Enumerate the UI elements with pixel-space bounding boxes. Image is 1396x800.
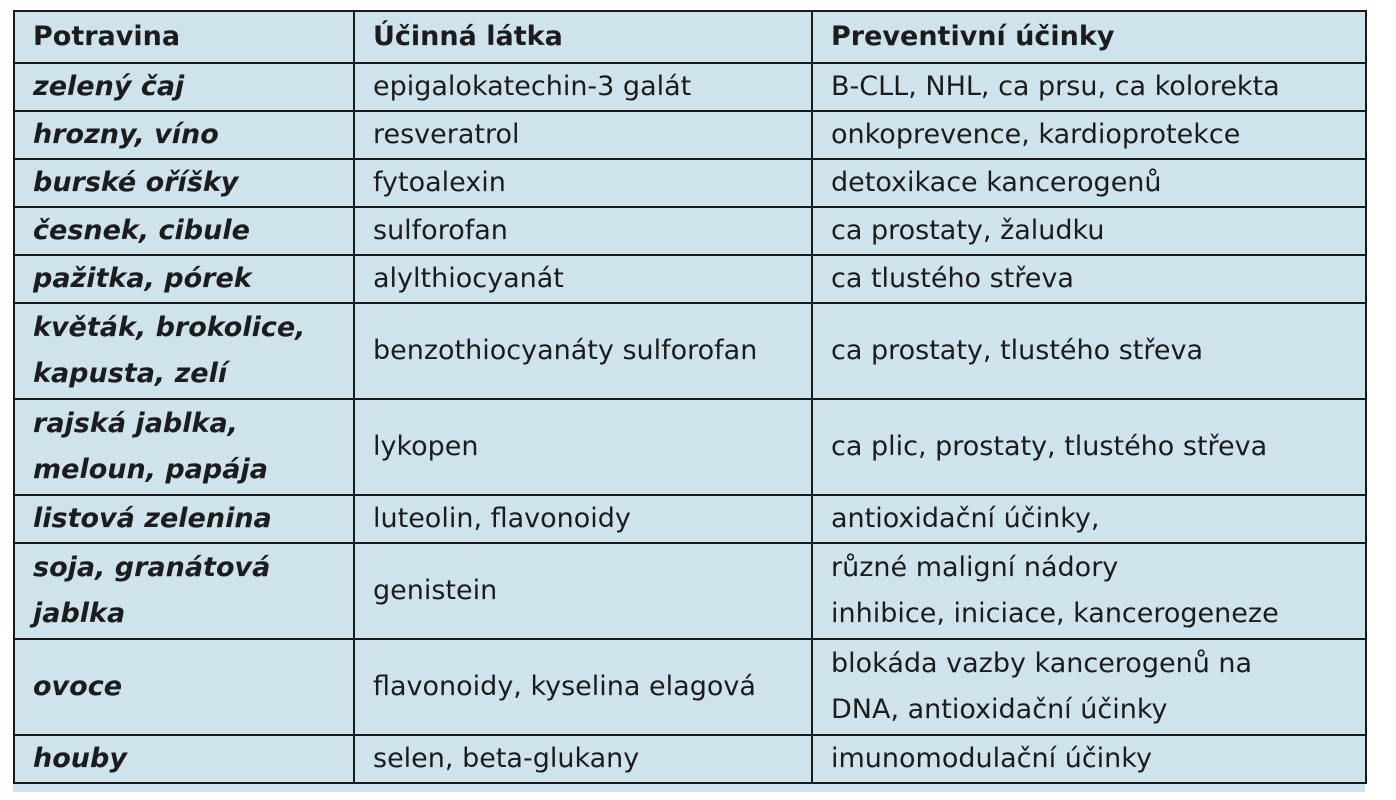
- effect-cell: [812, 543, 1366, 639]
- substance-text: alylthiocyanát: [373, 263, 564, 294]
- effect-cell: [812, 495, 1366, 543]
- food-text: pažitka, pórek: [33, 263, 252, 294]
- substance-text: lykopen: [373, 431, 479, 462]
- substance-text: epigalokatechin-3 galát: [373, 71, 692, 102]
- effect-text: B-CLL, NHL, ca prsu, ca kolorekta: [831, 71, 1280, 102]
- effect-cell: [812, 735, 1366, 783]
- effect-text: ca tlustého střeva: [831, 263, 1074, 294]
- food-cell: [14, 399, 354, 495]
- table-row: [14, 399, 1366, 495]
- header-row: [14, 11, 1366, 63]
- effect-text: inhibice, iniciace, kancerogeneze: [831, 598, 1279, 629]
- substance-text: fytoalexin: [373, 167, 506, 198]
- effect-cell: [812, 111, 1366, 159]
- substance-cell: [354, 495, 812, 543]
- food-cell: [14, 111, 354, 159]
- food-text: kapusta, zelí: [33, 358, 228, 389]
- table-row: [14, 207, 1366, 255]
- substance-text: flavonoidy, kyselina elagová: [373, 671, 756, 702]
- header-substance: Účinná látka: [354, 11, 812, 63]
- substance-cell: [354, 255, 812, 303]
- food-text: listová zelenina: [33, 503, 272, 534]
- effect-cell: [812, 303, 1366, 399]
- table-row: [14, 735, 1366, 783]
- effect-text: ca prostaty, žaludku: [831, 215, 1105, 246]
- table-container: [13, 10, 1365, 792]
- substance-text: benzothiocyanáty sulforofan: [373, 335, 758, 366]
- table-row: [14, 111, 1366, 159]
- header-food: Potravina: [14, 11, 354, 63]
- substance-cell: [354, 735, 812, 783]
- food-cell: [14, 255, 354, 303]
- effect-cell: [812, 255, 1366, 303]
- table-row: [14, 159, 1366, 207]
- effect-text: DNA, antioxidační účinky: [831, 694, 1168, 725]
- food-text: ovoce: [33, 671, 123, 702]
- effect-cell: [812, 63, 1366, 111]
- effect-text: detoxikace kancerogenů: [831, 167, 1162, 198]
- substance-cell: [354, 543, 812, 639]
- substance-text: sulforofan: [373, 215, 508, 246]
- substance-cell: [354, 207, 812, 255]
- food-cell: [14, 303, 354, 399]
- food-text: soja, granátová: [33, 552, 271, 583]
- table-row: [14, 543, 1366, 639]
- effect-cell: [812, 399, 1366, 495]
- food-cell: [14, 639, 354, 735]
- substance-text: luteolin, flavonoidy: [373, 503, 631, 534]
- substance-text: genistein: [373, 575, 498, 606]
- substance-cell: [354, 639, 812, 735]
- food-text: meloun, papája: [33, 454, 268, 485]
- food-cell: [14, 735, 354, 783]
- table-row: [14, 255, 1366, 303]
- food-cell: [14, 543, 354, 639]
- substance-cell: [354, 303, 812, 399]
- effect-text: různé maligní nádory: [831, 552, 1119, 583]
- food-text: hrozny, víno: [33, 119, 219, 150]
- food-text: rajská jablka,: [33, 408, 238, 439]
- food-text: burské oříšky: [33, 167, 239, 198]
- food-cell: [14, 495, 354, 543]
- food-cell: [14, 207, 354, 255]
- food-cell: [14, 63, 354, 111]
- substance-cell: [354, 63, 812, 111]
- table-row: [14, 303, 1366, 399]
- effect-text: onkoprevence, kardioprotekce: [831, 119, 1241, 150]
- food-text: zelený čaj: [33, 71, 185, 102]
- effect-text: ca prostaty, tlustého střeva: [831, 335, 1204, 366]
- effect-cell: [812, 159, 1366, 207]
- food-cell: [14, 159, 354, 207]
- effect-text: imunomodulační účinky: [831, 743, 1152, 774]
- substance-cell: [354, 111, 812, 159]
- substance-text: resveratrol: [373, 119, 520, 150]
- effect-text: blokáda vazby kancerogenů na: [831, 648, 1253, 679]
- substance-text: selen, beta-glukany: [373, 743, 640, 774]
- food-effects-table: [13, 10, 1367, 784]
- effect-cell: [812, 207, 1366, 255]
- header-effect: Preventivní účinky: [812, 11, 1366, 63]
- food-text: jablka: [33, 598, 126, 629]
- table-row: [14, 639, 1366, 735]
- substance-cell: [354, 399, 812, 495]
- substance-cell: [354, 159, 812, 207]
- food-text: květák, brokolice,: [33, 312, 306, 343]
- food-text: česnek, cibule: [33, 215, 250, 246]
- food-text: houby: [33, 743, 127, 774]
- effect-text: antioxidační účinky,: [831, 503, 1100, 534]
- table-row: [14, 63, 1366, 111]
- effect-cell: [812, 639, 1366, 735]
- effect-text: ca plic, prostaty, tlustého střeva: [831, 431, 1268, 462]
- table-row: [14, 495, 1366, 543]
